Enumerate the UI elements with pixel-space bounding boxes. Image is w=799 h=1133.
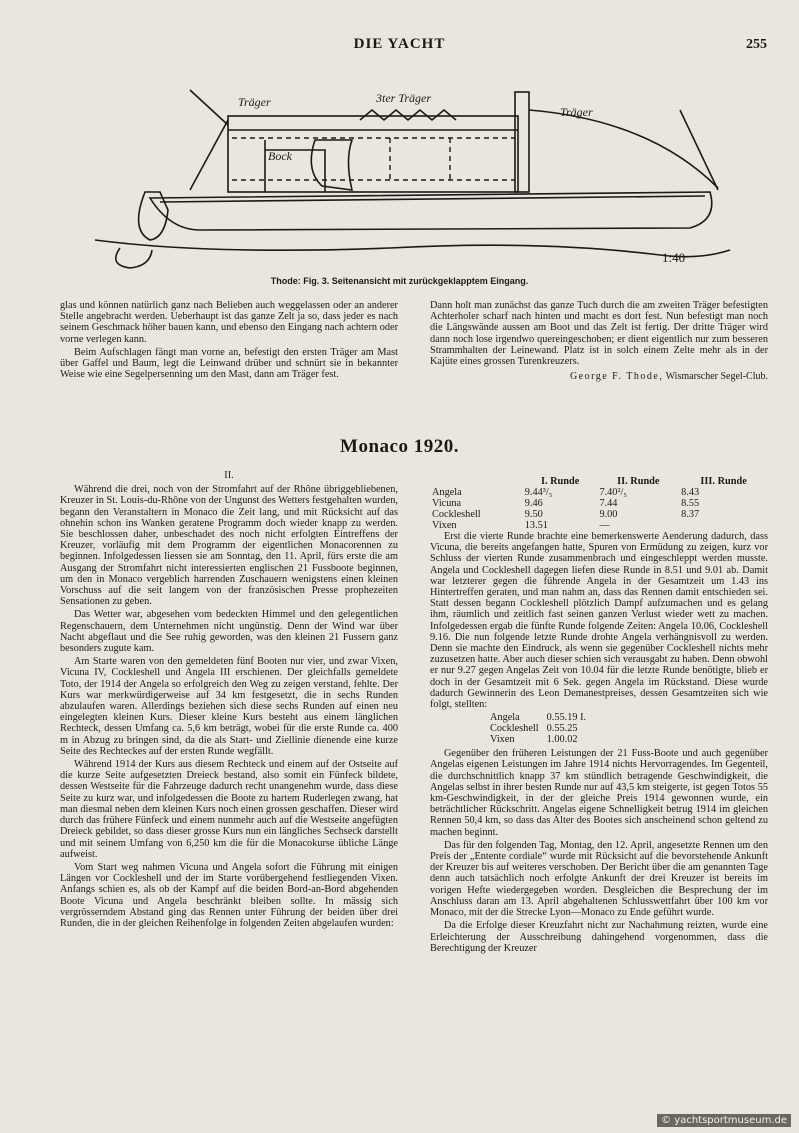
- total-time: 0.55.19 I.: [546, 712, 587, 724]
- table-header: I. Runde: [540, 476, 580, 487]
- boat-name: Angela: [432, 487, 462, 498]
- scale-label: 1:40: [662, 250, 686, 265]
- tent-side-view-drawing: [90, 80, 740, 270]
- boat-name: Vicuna: [432, 498, 462, 509]
- round-time: 8.43: [681, 487, 700, 498]
- round-time: 8.55: [681, 498, 700, 509]
- paragraph: Erst die vierte Runde brachte eine bemerkenswerte Aenderung dadurch, dass Vicuna, die bereits angefangen hatte, Spuren von Ermüdung zu zeigen, kurz vor Schluss der vierten Runde zusammenbrach und eingeschleppt werden musste. Angela und Cockleshell dagegen liefen diese Runde in 8.51 und 9.01 ab. Damit war letzterer gegen die führende Angela in der Gesamtzeit um 1.43 ins Hintertreffen geraten, und man nahm an, dass das Rennen damit entschieden sei. Statt dessen begann Cockleshell plötzlich Dampf aufzumachen und es gelang ihm, räumlich und zeitlich fast seinen ganzen Verlust wieder wett zu machen. Infolgedessen ergab die fünfte Runde folgende Zeiten: Angela 10.06, Cockleshell 9.16. Die nun folgende letzte Runde drohte Angela verhängnisvoll zu werden. Denn sie machte den Eindruck, als wenn sie gegenüber Cockleshell nichts mehr zuzusetzen hatte. Aber auch dieser schien sich verausgabt zu haben. Denn obwohl er nur 9.27 gegen Angelas Zeit von 10.04 für die letzte Runde benötigte, blieb er doch in der Gesamtzeit mit 6 Sek. gegen Angela im Rückstand. Diese wurde dadurch Gewinnerin des Leon Demanestpreises, dessen Gesamtzeiten sich wie folgt, stellten:: [430, 531, 768, 711]
- round-time: 7.40²/₅: [599, 487, 627, 498]
- round-time: 9.44³/₅: [524, 487, 553, 498]
- table-row: [490, 723, 594, 734]
- article-right-column: [430, 476, 768, 956]
- top-left-column: [60, 300, 398, 382]
- round-time: 13.51: [524, 520, 548, 531]
- boat-name: Vixen: [432, 520, 457, 531]
- table-row: [430, 498, 768, 509]
- running-header-title: DIE YACHT: [353, 36, 446, 52]
- author-club: Wismarscher Segel-Club.: [665, 371, 768, 383]
- third-carrier-label: 3ter Träger: [376, 91, 432, 105]
- table-row: [430, 487, 768, 498]
- table-header: II. Runde: [617, 476, 660, 487]
- table-header: [430, 476, 523, 487]
- boat-name: Cockleshell: [432, 509, 481, 520]
- table-header-row: [430, 476, 768, 487]
- round-time: 9.00: [599, 509, 618, 520]
- table-header: III. Runde: [700, 476, 747, 487]
- rounds-table: [430, 476, 768, 531]
- paragraph: Am Starte waren von den gemeldeten fünf Booten nur vier, und zwar Vixen, Vicuna IV, Cockleshell und Angela III erschienen. Der gleichfalls gemeldete Toto, der 1914 der Angela so erfolgreich den Weg zu zeigen verstand, fehlte. Der Kurs war merkwürdigerweise auf 34 km festgesetzt, die in sechs Runden abzulaufen waren. Allerdings beziehen sich diese sechs Runden auf einen neu eingelegten kleinen Kurs. Dieser kleine Kurs besteht aus einem länglichen Rechteck, dessen Umfang ca. 5,6 km beträgt, wobei für die erste Runde ca. 400 m in Abzug zu bringen sind, da die als Start- und Ziellinie dienende eine kurze Seite des Rechteckes auf der ersten Runde wegfällt.: [60, 656, 398, 757]
- round-time: [679, 520, 768, 531]
- round-time: —: [599, 520, 610, 531]
- watermark-credit: © yachtsportmuseum.de: [657, 1114, 791, 1127]
- paragraph: glas und können natürlich ganz nach Belieben auch weggelassen oder an anderer Stelle angebracht werden. Ueberhaupt ist das ganze Zelt ja so, dass jeder es nach seinem Geschmack höher bauen kann, und ebenso den Eingang nach achtern oder vorne verlegen kann.: [60, 300, 398, 345]
- page-number: 255: [746, 37, 767, 52]
- paragraph: Das für den folgenden Tag, Montag, den 12. April, angesetzte Rennen um den Preis der „Entente cordiale“ wurde mit Rücksicht auf die bevorstehende Ankunft der Kreuzer bis auf weiteres verschoben. Der Bericht über die am genannten Tage denn auch tatsächlich noch erfolgte Ankunft der drei Kreuzer ist bereits im vorigen Hefte wiedergegeben worden. Desgleichen die Besprechung der im Anschluss daran am 13. April abgehaltenen Schlusswettfahrt über 100 km vor Monaco, mit der die Strecke Lyon—Monaco zu Ende geführt wurde.: [430, 839, 768, 919]
- table-row: [430, 509, 768, 520]
- boat-name: Cockleshell: [490, 723, 539, 735]
- round-time: 9.50: [524, 509, 543, 520]
- figure-caption: Thode: Fig. 3. Seitenansicht mit zurückgeklapptem Eingang.: [270, 276, 529, 286]
- total-time: 0.55.25: [546, 723, 578, 735]
- round-time: 9.46: [524, 498, 543, 509]
- boat-name: Angela: [490, 712, 520, 724]
- total-times-table: [490, 712, 594, 745]
- table-row: [490, 734, 594, 745]
- author-signature: [430, 371, 768, 382]
- trestle-label: Bock: [268, 149, 292, 163]
- table-row: [490, 712, 594, 723]
- paragraph: Das Wetter war, abgesehen vom bedeckten Himmel und den gelegentlichen Regenschauern, dem Unternehmen nicht ungünstig. Denn der Wind war über Nacht abgeflaut und die See ruhig geworden, was den kleinen 21 Fussern ganz besonders zugute kam.: [60, 609, 398, 655]
- top-right-column: [430, 300, 768, 382]
- round-time: 8.37: [681, 509, 700, 520]
- author-name: George F. Thode,: [569, 371, 664, 383]
- paragraph: Dann holt man zunächst das ganze Tuch durch die am zweiten Träger befestigten Achterholer scharf nach hinten und macht es dort fest. Nun befestigt man noch die Längswände aussen am Boot und das Zelt ist fertig. Der dritte Träger wird dann noch lose irgendwo quereingeschoben; er dient eigentlich nur zum besseren Strammhalten der Leinewand. Platz ist in solch einem Zelte mehr als in der Kajüte eines grossen Turenkreuzers.: [430, 300, 768, 368]
- total-time: 1.00.02: [546, 734, 578, 746]
- boat-name: Vixen: [490, 734, 515, 746]
- article-left-column: [60, 470, 398, 931]
- table-row: [430, 520, 768, 531]
- section-number: II.: [224, 470, 234, 481]
- left-carrier-label: Träger: [238, 95, 271, 109]
- paragraph: Da die Erfolge dieser Kreuzfahrt nicht zur Nachahmung reizten, wurde eine Erleichterung der Ausschreibung dahingehend vorgenommen, dass die Berechtigung der Kreuzer: [430, 920, 768, 954]
- right-carrier-label: Träger: [560, 105, 593, 119]
- round-time: 7.44: [599, 498, 618, 509]
- paragraph: Beim Aufschlagen fängt man vorne an, befestigt den ersten Träger am Mast über Gaffel und Baum, legt die Leinwand drüber und schnürt sie in bekannter Weise wie eine Segelpersenning um den Mast, dann am Träger fest.: [60, 346, 398, 381]
- paragraph: Während die drei, noch von der Stromfahrt auf der Rhône übriggebliebenen, Kreuzer in St. Louis-du-Rhône von der Ungunst des Wetters festgehalten wurden, begann den Veranstaltern in Monaco die Zeit lang, und mit Rücksicht auf das ohnehin schon ins Wanken geratene Programm doch wieder knapp zu werden. Sie beschlossen daher, unbeschadet des noch nicht erfolgten Eintreffens der Kreuzer, vorläufig mit dem Programm der eigentlichen Monacorennen zu beginnen. Infolgedessen liessen sie am Sonntag, den 11. April, fürs erste die am Ausgang der Stromfahrt nicht interessierten englischen 21 Fussboote beginnen, um den in Monaco vergeblich harrenden Zuschauern wenigstens einen kleinen Vorschuss auf die seit langem von der französischen Presse prophezeiten Sensationen zu geben.: [60, 484, 398, 608]
- article-title: Monaco 1920.: [340, 436, 459, 457]
- paragraph: Gegenüber den früheren Leistungen der 21 Fuss-Boote und auch gegenüber Angelas eigenen Leistungen im Jahre 1914 nichts Hervorragendes. Im Gegenteil, die durchschnittlich knapp 37 km stündlich betragende Geschwindigkeit, die Angelas selbst in ihrer besten Runde nur auf 43,5 km steigerte, ist gegen Totos 55 km-Geschwindigkeit, in der der gleiche Preis 1914 gewonnen wurde, ein beträchtlicher Rückschritt. Angelas eigene Schnelligkeit betrug 1914 im gleichen Rennen 50,4 km, so dass das Alter des Bootes sich anscheinend schon geltend zu machen beginnt.: [430, 748, 768, 838]
- paragraph: Während 1914 der Kurs aus diesem Rechteck und einem auf der Ostseite auf die kurze Seite aufgesetzten Dreieck bestand, also somit ein Fünfeck bildete, dessen Westseite für die Fahrzeuge dadurch recht unangenehm wurde, dass diese Seite zu kurz war, und infolgedessen die Boote zu hartem Ruderlegen zwang, hat man diesmal neben dem kleinen Kurs noch einen grossen geschaffen. Dieser wird durch das frühere Fünfeck und einem nunmehr auch auf die Westseite angefügten Dreieck gebildet, so dass dieser grosse Kurs nun ein längliches Sechseck darstellt und mit seinem Umfang von 6,250 km die für die Monacokurse übliche Länge aufweist.: [60, 759, 398, 860]
- paragraph: Vom Start weg nahmen Vicuna und Angela sofort die Führung mit einigen Längen vor Cockleshell und der im Starte vorübergehend festliegenden Vixen. Anfangs schien es, als ob der Kampf auf die beiden Bord-an-Bord abgehenden Boote Vicuna und Angela beschränkt bleiben sollte. In mässig sich vergrösserndem Abstand ging das Rennen unter Führung der beiden über drei Runden, die in der gleichen Reihenfolge in folgenden Zeiten abgelaufen wurden:: [60, 861, 398, 929]
